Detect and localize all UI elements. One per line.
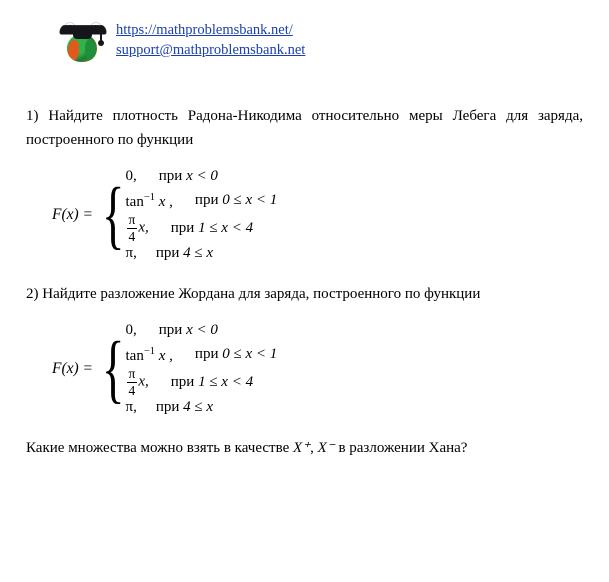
fraction-numerator: π [128,366,136,381]
case-value-var: x , [158,194,173,210]
case-value: 0, [125,322,137,338]
case-value-exp: −1 [143,192,155,203]
case-cond-value: x < 0 [186,322,218,338]
case-value-var: x , [158,348,173,364]
question-line-2: Хана? [428,440,468,456]
formula-2 [26,320,583,418]
question-separator: , [310,440,318,456]
fraction-denominator: 4 [128,382,136,398]
case-cond-value: x < 0 [186,168,218,184]
formula-1 [26,166,583,264]
document-header [24,10,585,74]
formula-1-function-label: F(x) = [52,206,94,223]
question-part-c: в разложении [334,440,425,456]
formula-1-case-2 [126,187,278,213]
formula-1-cases [126,166,278,264]
case-value: π, [125,399,137,415]
case-cond-prefix: при [158,322,183,338]
case-cond-prefix: при [155,245,180,261]
case-value: 0, [125,168,137,184]
formula-1-case-1 [126,166,278,187]
fraction-denominator: 4 [128,228,136,244]
question-part-a: Какие множества можно взять в качестве [26,440,293,456]
formula-1-case-3 [126,213,278,243]
case-cond-prefix: при [155,399,180,415]
case-value: π, [125,245,137,261]
site-url-link[interactable]: https://mathproblemsbank.net/ [116,22,293,38]
document-content [24,104,585,460]
formula-2-case-4 [126,397,278,418]
case-value-exp: −1 [143,346,155,357]
formula-2-brace: { [101,326,125,411]
formula-2-case-1 [126,320,278,341]
pi-over-four-fraction [127,367,138,397]
formula-2-function-label: F(x) = [52,360,94,377]
set-x-plus: X⁺ [293,440,311,456]
set-x-minus: X⁻ [317,440,335,456]
case-cond-value: 1 ≤ x < 4 [198,219,254,236]
case-cond-value: 4 ≤ x [183,399,214,415]
fraction-numerator: π [128,212,136,227]
case-cond-value: 0 ≤ x < 1 [222,345,278,362]
case-cond-prefix: при [170,373,195,390]
case-cond-prefix: при [170,219,195,236]
case-value-tan: tan [125,348,144,364]
formula-2-cases [126,320,278,418]
support-email-link[interactable]: support@mathproblemsbank.net [116,42,306,58]
formula-1-brace: { [101,172,125,257]
case-value-var: x, [138,373,149,390]
case-cond-value: 0 ≤ x < 1 [222,191,278,208]
case-cond-value: 4 ≤ x [183,245,214,261]
owl-graduation-logo-icon [60,18,106,64]
formula-2-case-2 [126,341,278,367]
hahn-decomposition-question [26,436,583,460]
case-cond-value: 1 ≤ x < 4 [198,373,254,390]
problem-2-text: 2) Найдите разложение Жордана для заряда, построенного по функции [26,286,481,302]
formula-1-case-4 [126,243,278,264]
case-value-var: x, [138,219,149,236]
formula-2-case-3 [126,367,278,397]
header-links [116,18,305,60]
case-cond-prefix: при [194,345,219,362]
pi-over-four-fraction [127,213,138,243]
problem-1-text: 1) Найдите плотность Радона-Никодима относительно меры Лебега для заряда, построенного по функции [26,108,583,148]
case-cond-prefix: при [158,168,183,184]
case-value-tan: tan [125,194,144,210]
case-cond-prefix: при [194,191,219,208]
